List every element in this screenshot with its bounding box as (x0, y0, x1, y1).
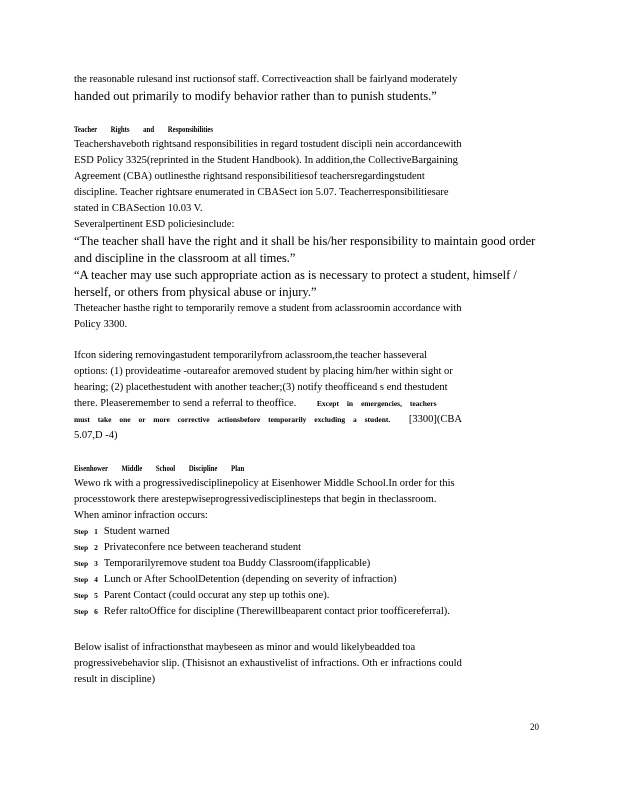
body-line: ESD Policy 3325(reprinted in the Student Handbook). In addition,the CollectiveBargaining (74, 155, 458, 166)
body-line: stated in CBASection 10.03 V. (74, 203, 203, 214)
eisenhower-section (74, 462, 536, 620)
body-line: Ifcon sidering removingastudent temporarilyfrom aclassroom,the teacher hasseveral (74, 350, 428, 361)
body-line: Policy 3300. (74, 319, 128, 330)
intro-paragraph (74, 72, 536, 105)
step-item (74, 572, 536, 588)
step-item (74, 588, 536, 604)
teacher-rights-section (74, 123, 536, 333)
step-number: 3 (94, 559, 98, 568)
step-label: Step (74, 527, 89, 536)
step-text: Refer raltoOffice for discipline (Therewillbeaparent contact prior toofficereferral). (103, 606, 450, 617)
body-line: hearing; (2) placethestudent with another teacher;(3) notify theofficeand s end thestudent (74, 382, 448, 393)
step-label: Step (74, 543, 89, 552)
body-line: options: (1) provideatime -outareafor aremoved student by placing him/her within sight or (74, 366, 453, 377)
body-text: there. Pleaseremember to send a referral to theoffice. (74, 398, 297, 409)
body-line: Below isalist of infractionsthat maybeseen as minor and would likelybeadded toa (74, 642, 416, 653)
body-line (74, 412, 536, 428)
policy-quote-line: “A teacher may use such appropriate action as is necessary to protect a student, himself / (74, 268, 517, 282)
intro-line: the reasonable rulesand inst ructionsof staff. Correctiveaction shall be fairlyand moderately (74, 74, 458, 85)
infractions-paragraph (74, 640, 536, 688)
body-line: Teachershaveboth rightsand responsibilities in regard tostudent discipli nein accordancewith (74, 139, 462, 150)
step-text: Privateconfere nce between teacherand student (103, 542, 301, 553)
step-text: Student warned (103, 526, 170, 537)
body-line: Wewo rk with a progressivedisciplinepolicy at Eisenhower Middle School.In order for this (74, 478, 455, 489)
policy-quote-line: and discipline in the classroom at all times.” (74, 251, 296, 265)
emphasis-text: must take one or more corrective actionsbefore temporarily excluding a student. (74, 415, 391, 424)
step-label: Step (74, 607, 89, 616)
step-item (74, 524, 536, 540)
policy-quote-line: herself, or others from physical abuse or injury.” (74, 285, 317, 299)
body-line (74, 396, 536, 412)
step-text: Lunch or After SchoolDetention (depending on severity of infraction) (103, 574, 397, 585)
body-line: result in discipline) (74, 674, 156, 685)
body-line: When aminor infraction occurs: (74, 510, 208, 521)
policy-quote-line: “The teacher shall have the right and it shall be his/her responsibility to maintain good order (74, 234, 536, 248)
emphasis-text: Except in emergencies, teachers (316, 399, 437, 408)
step-item (74, 604, 536, 620)
step-number: 2 (94, 543, 98, 552)
intro-line: handed out primarily to modify behavior rather than to punish students.” (74, 89, 437, 103)
body-line: Theteacher hasthe right to temporarily remove a student from aclassroomin accordance with (74, 303, 462, 314)
body-line: 5.07,D -4) (74, 430, 118, 441)
body-line: discipline. Teacher rightsare enumerated in CBASect ion 5.07. Teacherresponsibilitiesare (74, 187, 449, 198)
policy-reference: [3300](CBA (408, 414, 462, 425)
section-heading: Teacher Rights and Responsibilities (74, 125, 214, 134)
step-number: 5 (94, 591, 98, 600)
body-line: progressivebehavior slip. (Thisisnot an exhaustivelist of infractions. Oth er infractions could (74, 658, 462, 669)
step-text: Temporarilyremove student toa Buddy Classroom(ifapplicable) (103, 558, 371, 569)
body-line: Agreement (CBA) outlinesthe rightsand responsibilitiesof teachersregardingstudent (74, 171, 425, 182)
step-label: Step (74, 591, 89, 600)
step-label: Step (74, 575, 89, 584)
step-label: Step (74, 559, 89, 568)
section-heading: Eisenhower Middle School Discipline Plan (74, 464, 245, 473)
body-line: processtowork there arestepwiseprogressivedisciplinesteps that begin in theclassroom. (74, 494, 437, 505)
step-number: 6 (94, 607, 98, 616)
removal-paragraph (74, 348, 536, 444)
body-line: Severalpertinent ESD policiesinclude: (74, 219, 235, 230)
step-number: 4 (94, 575, 98, 584)
step-text: Parent Contact (could occurat any step up tothis one). (103, 590, 330, 601)
step-item (74, 540, 536, 556)
step-item (74, 556, 536, 572)
step-number: 1 (94, 527, 98, 536)
page-number: 20 (530, 722, 539, 732)
